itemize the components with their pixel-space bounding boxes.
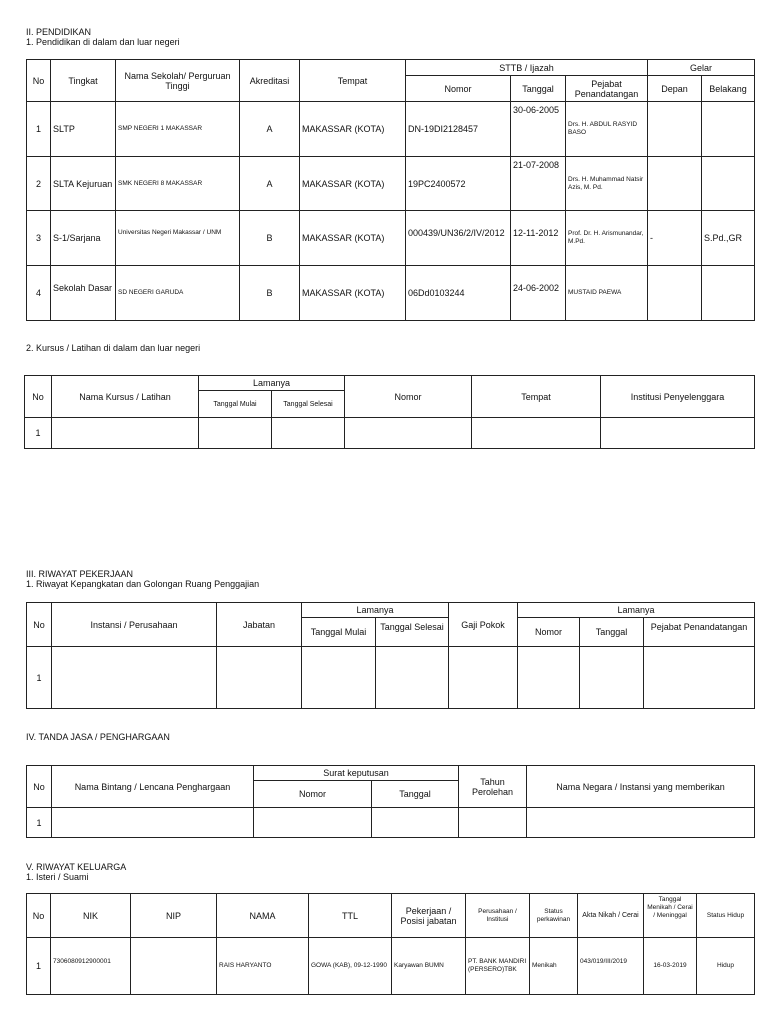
header-gelar: Gelar [648, 60, 755, 76]
cell-nomor: DN-19DI2128457 [406, 102, 511, 157]
cell-belakang [702, 157, 755, 211]
cell-belakang: S.Pd.,GR [702, 211, 755, 266]
header-akta: Akta Nikah / Cerai [578, 894, 644, 938]
table-row [27, 808, 755, 838]
header-pekerjaan: Pekerjaan / Posisi jabatan [392, 894, 466, 938]
cell-tanggal: 21-07-2008 [511, 157, 566, 211]
header-status-hidup: Status Hidup [697, 894, 755, 938]
cell-no: 1 [25, 418, 52, 449]
cell-tempat: MAKASSAR (KOTA) [300, 102, 406, 157]
cell-depan: - [648, 211, 702, 266]
header-nip: NIP [131, 894, 217, 938]
header-negara: Nama Negara / Instansi yang memberikan [527, 766, 755, 808]
section-title-pendidikan: II. PENDIDIKAN [26, 27, 92, 37]
header-tanggal: Tanggal [580, 618, 644, 647]
cell-depan [648, 157, 702, 211]
header-sekolah: Nama Sekolah/ Perguruan Tinggi [116, 60, 240, 102]
header-no: No [27, 894, 51, 938]
header-depan: Depan [648, 76, 702, 102]
cell-nomor: 000439/UN36/2/IV/2012 [406, 211, 511, 266]
cell-no: 1 [27, 102, 51, 157]
cell-nik: 7306080912900001 [51, 938, 131, 995]
cell-tingkat: SLTP [51, 102, 116, 157]
header-tanggal-menikah: Tanggal Menikah / Cerai / Meninggal [644, 894, 697, 938]
header-jabatan: Jabatan [217, 603, 302, 647]
family-table [26, 893, 755, 995]
subtitle-pendidikan: 1. Pendidikan di dalam dan luar negeri [26, 37, 180, 47]
section-title-tanda-jasa: IV. TANDA JASA / PENGHARGAAN [26, 732, 170, 742]
cell-sekolah: SMP NEGERI 1 MAKASSAR [116, 102, 240, 157]
table-row [27, 647, 755, 709]
header-lamanya: Lamanya [199, 376, 345, 391]
education-table [26, 59, 755, 321]
cell-akreditasi: A [240, 157, 300, 211]
header-lamanya-2: Lamanya [518, 603, 755, 618]
cell-belakang [702, 102, 755, 157]
section-title-keluarga: V. RIWAYAT KELUARGA [26, 862, 127, 872]
header-akreditasi: Akreditasi [240, 60, 300, 102]
cell-depan [648, 102, 702, 157]
course-table [24, 375, 755, 449]
subtitle-pekerjaan: 1. Riwayat Kepangkatan dan Golongan Ruang Penggajian [26, 579, 260, 589]
cell-belakang [702, 266, 755, 321]
header-nama-bintang: Nama Bintang / Lencana Penghargaan [52, 766, 254, 808]
cell-depan [648, 266, 702, 321]
header-tingkat: Tingkat [51, 60, 116, 102]
header-lamanya: Lamanya [302, 603, 449, 618]
header-nama: NAMA [217, 894, 309, 938]
cell-akta: 043/019/III/2019 [578, 938, 644, 995]
cell-pejabat: MUSTAID PAEWA [566, 266, 648, 321]
cell-nomor: 19PC2400572 [406, 157, 511, 211]
subtitle-keluarga: 1. Isteri / Suami [26, 872, 89, 882]
header-nomor: Nomor [345, 376, 472, 418]
header-tanggal-mulai: Tanggal Mulai [302, 618, 376, 647]
header-nama-kursus: Nama Kursus / Latihan [52, 376, 199, 418]
header-pejabat: Pejabat Penandatangan [566, 76, 648, 102]
cell-perusahaan: PT. BANK MANDIRI (PERSERO)TBK [466, 938, 530, 995]
header-gaji-pokok: Gaji Pokok [449, 603, 518, 647]
header-pejabat: Pejabat Penandatangan [644, 618, 755, 647]
header-nomor: Nomor [406, 76, 511, 102]
subtitle-kursus: 2. Kursus / Latihan di dalam dan luar negeri [26, 343, 201, 353]
cell-akreditasi: A [240, 102, 300, 157]
header-tempat: Tempat [472, 376, 601, 418]
header-perusahaan: Perusahaan / Institusi [466, 894, 530, 938]
cell-no: 1 [27, 647, 52, 709]
cell-pekerjaan: Karyawan BUMN [392, 938, 466, 995]
cell-nomor: 06Dd0103244 [406, 266, 511, 321]
cell-status-perkawinan: Menikah [530, 938, 578, 995]
header-belakang: Belakang [702, 76, 755, 102]
header-tanggal-selesai: Tanggal Selesai [272, 391, 345, 418]
cell-nama: RAIS HARYANTO [217, 938, 309, 995]
cell-tempat: MAKASSAR (KOTA) [300, 266, 406, 321]
awards-table [26, 765, 755, 838]
section-title-pekerjaan: III. RIWAYAT PEKERJAAN [26, 569, 134, 579]
cell-sekolah: Universitas Negeri Makassar / UNM [116, 211, 240, 266]
table-row [27, 938, 755, 995]
cell-no: 1 [27, 938, 51, 995]
header-instansi: Instansi / Perusahaan [52, 603, 217, 647]
cell-tanggal: 12-11-2012 [511, 211, 566, 266]
header-tempat: Tempat [300, 60, 406, 102]
cell-pejabat: Drs. H. Muhammad Natsir Azis, M. Pd. [566, 157, 648, 211]
header-no: No [27, 60, 51, 102]
cell-akreditasi: B [240, 211, 300, 266]
table-row [27, 211, 755, 266]
cell-tanggal: 30-06-2005 [511, 102, 566, 157]
cell-sekolah: SMK NEGERI 8 MAKASSAR [116, 157, 240, 211]
header-nomor: Nomor [518, 618, 580, 647]
header-institusi: Institusi Penyelenggara [601, 376, 755, 418]
header-status-perkawinan: Status perkawinan [530, 894, 578, 938]
header-surat-keputusan: Surat keputusan [254, 766, 459, 781]
cell-no: 4 [27, 266, 51, 321]
header-tanggal-mulai: Tanggal Mulai [199, 391, 272, 418]
cell-nip [131, 938, 217, 995]
header-nik: NIK [51, 894, 131, 938]
cell-no: 2 [27, 157, 51, 211]
table-row [27, 266, 755, 321]
header-sttb: STTB / Ijazah [406, 60, 648, 76]
header-tanggal-selesai: Tanggal Selesai [376, 618, 449, 647]
header-ttl: TTL [309, 894, 392, 938]
header-no: No [27, 603, 52, 647]
header-tahun: Tahun Perolehan [459, 766, 527, 808]
header-no: No [25, 376, 52, 418]
cell-tanggal: 24-06-2002 [511, 266, 566, 321]
cell-tingkat: S-1/Sarjana [51, 211, 116, 266]
cell-no: 1 [27, 808, 52, 838]
table-row [27, 157, 755, 211]
cell-ttl: GOWA (KAB), 09-12-1990 [309, 938, 392, 995]
cell-status-hidup: Hidup [697, 938, 755, 995]
header-no: No [27, 766, 52, 808]
cell-tempat: MAKASSAR (KOTA) [300, 157, 406, 211]
cell-tempat: MAKASSAR (KOTA) [300, 211, 406, 266]
table-row [25, 418, 755, 449]
table-row [27, 102, 755, 157]
cell-tingkat: SLTA Kejuruan [51, 157, 116, 211]
cell-akreditasi: B [240, 266, 300, 321]
header-nomor: Nomor [254, 781, 372, 808]
work-history-table [26, 602, 755, 709]
cell-pejabat: Prof. Dr. H. Arismunandar, M.Pd. [566, 211, 648, 266]
cell-sekolah: SD NEGERI GARUDA [116, 266, 240, 321]
cell-no: 3 [27, 211, 51, 266]
cell-tingkat: Sekolah Dasar [51, 266, 116, 321]
cell-pejabat: Drs. H. ABDUL RASYID BASO [566, 102, 648, 157]
cell-tanggal-menikah: 16-03-2019 [644, 938, 697, 995]
header-tanggal: Tanggal [372, 781, 459, 808]
header-tanggal: Tanggal [511, 76, 566, 102]
